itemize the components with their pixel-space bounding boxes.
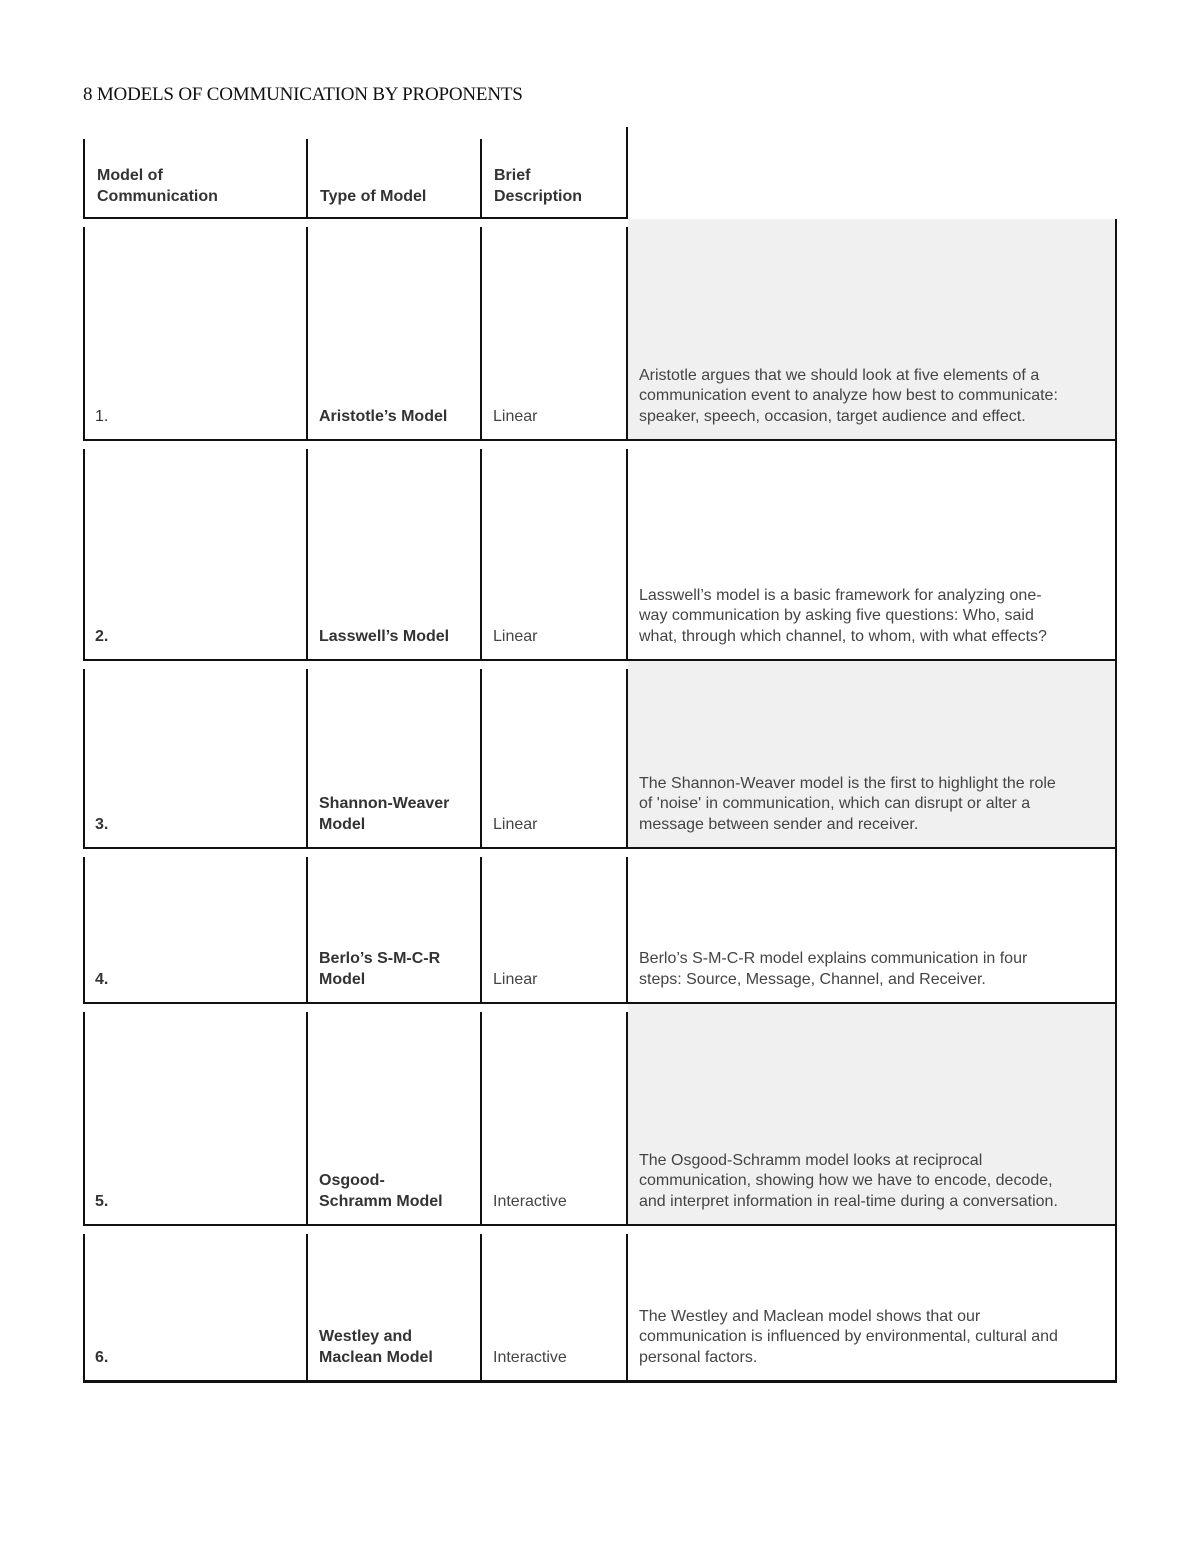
table-header-row [83, 127, 1117, 219]
page-title: 8 MODELS OF COMMUNICATION BY PROPONENTS [83, 84, 523, 105]
table-row [83, 1226, 1117, 1383]
row-number: 3. [95, 815, 109, 833]
row-type: Linear [493, 815, 538, 833]
header-description: Brief Description [482, 127, 628, 219]
row-description: Aristotle argues that we should look at five elements of a communication event to analyze how best to communicate: speaker, speech, occasion, target audience and effect. [639, 366, 1058, 425]
header-type: Type of Model [308, 139, 482, 219]
row-description: The Shannon-Weaver model is the first to highlight the role of 'noise' in communication, which can disrupt or alter a message between sender and receiver. [639, 774, 1056, 833]
row-number: 2. [95, 627, 109, 645]
row-description: Berlo’s S-M-C-R model explains communication in four steps: Source, Message, Channel, and Receiver. [639, 950, 1028, 988]
table-row [83, 849, 1117, 1004]
row-type: Linear [493, 627, 538, 645]
row-description: The Osgood-Schramm model looks at reciprocal communication, showing how we have to encode, decode, and interpret information in real-time during a conversation. [639, 1151, 1058, 1210]
row-model: Aristotle’s Model [319, 407, 448, 425]
row-model: Osgood- Schramm Model [319, 1172, 443, 1210]
row-model: Shannon-Weaver Model [319, 795, 450, 833]
row-type: Linear [493, 407, 538, 425]
row-model: Westley and Maclean Model [319, 1328, 433, 1366]
row-model: Lasswell’s Model [319, 627, 450, 645]
table-row [83, 1004, 1117, 1226]
header-model: Model of Communication [83, 139, 308, 219]
row-description: Lasswell’s model is a basic framework for analyzing one- way communication by asking five questions: Who, said what, through which channel, to whom, with what effects? [639, 586, 1047, 645]
row-type: Linear [493, 970, 538, 988]
row-number: 5. [95, 1192, 109, 1210]
row-number: 4. [95, 970, 109, 988]
row-type: Interactive [493, 1348, 567, 1366]
row-model: Berlo’s S-M-C-R Model [319, 950, 441, 988]
table-row [83, 661, 1117, 849]
row-number: 6. [95, 1348, 109, 1366]
table-row [83, 441, 1117, 661]
row-number: 1. [95, 407, 109, 425]
models-table [83, 127, 1117, 1383]
table-row [83, 219, 1117, 441]
row-description: The Westley and Maclean model shows that our communication is influenced by environmental, cultural and personal factors. [639, 1307, 1058, 1366]
row-type: Interactive [493, 1192, 567, 1210]
